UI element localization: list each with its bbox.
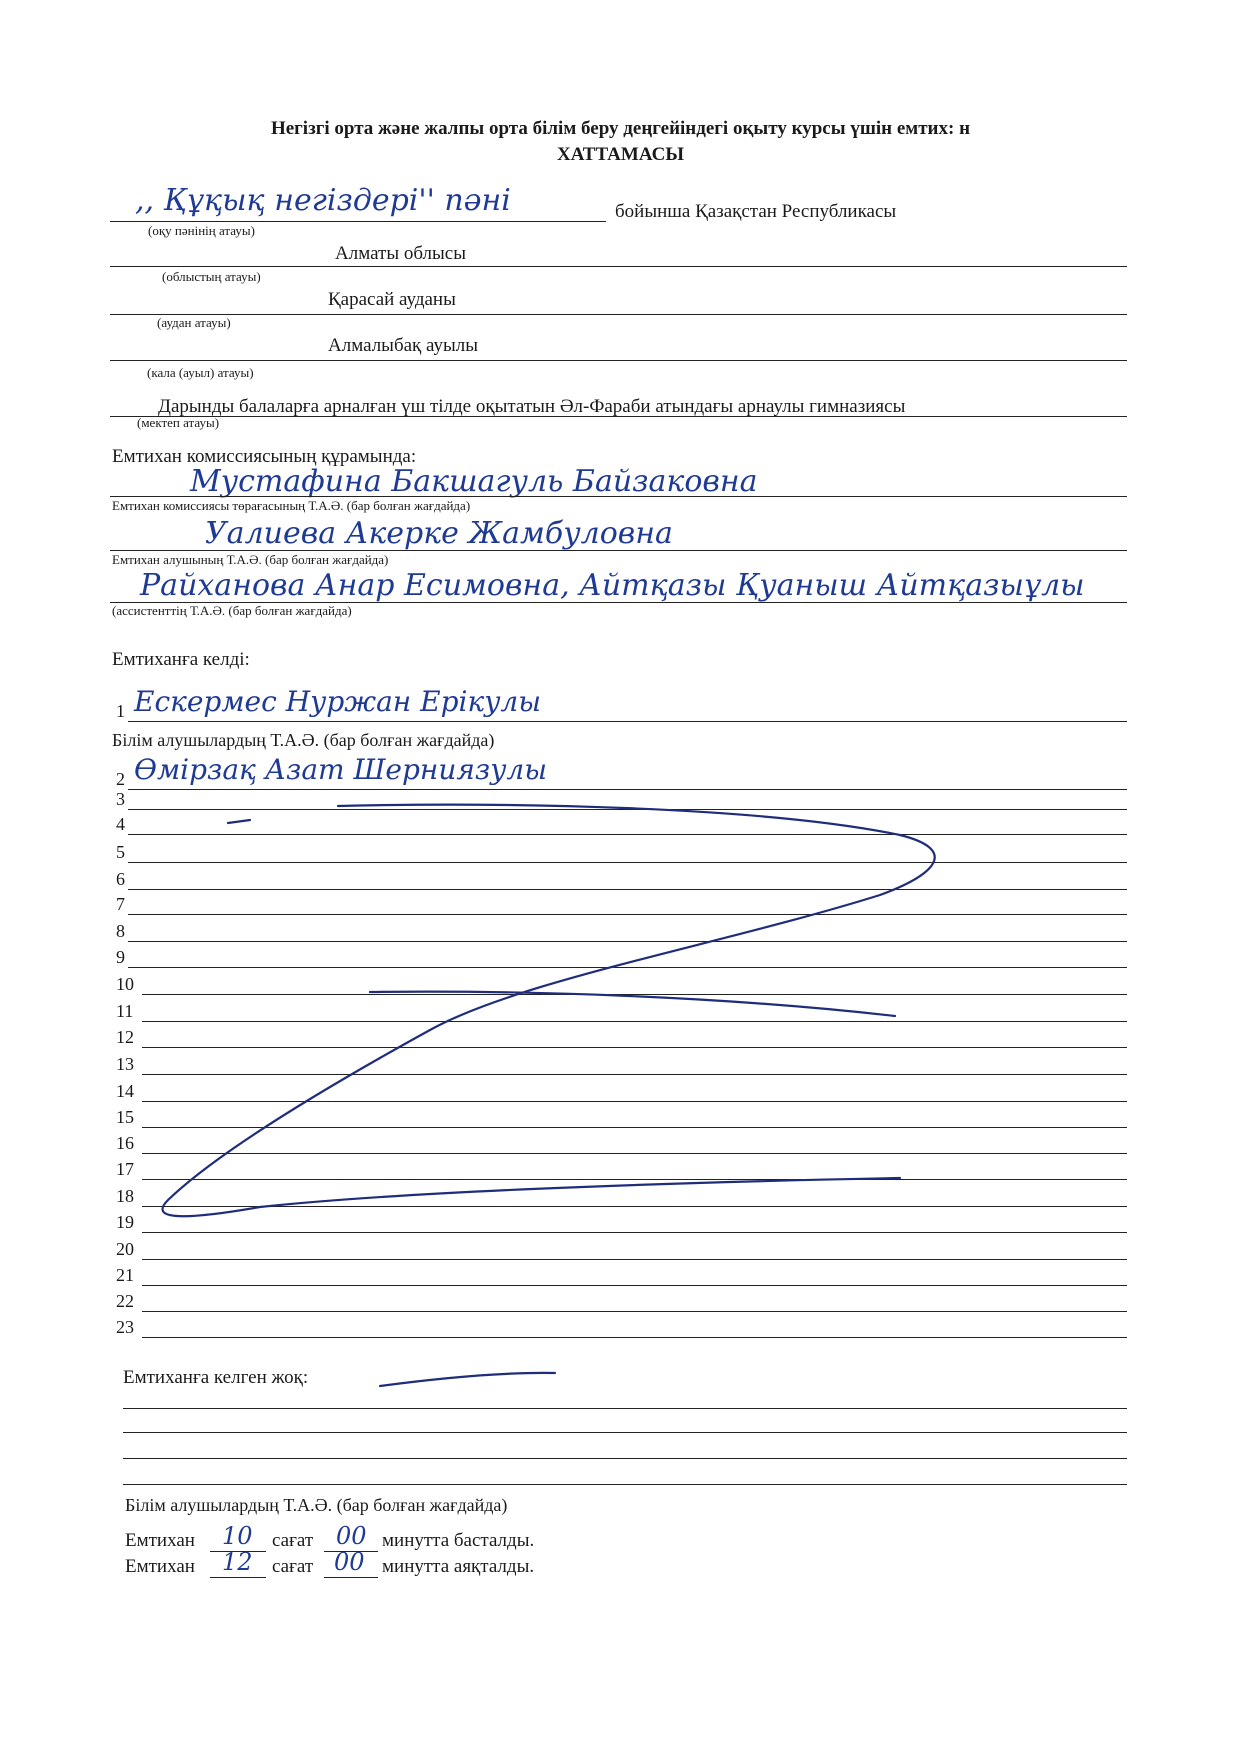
- attendee-number: 1: [116, 701, 125, 721]
- region-line: [110, 266, 1127, 267]
- exam-end-hour-line: [210, 1577, 266, 1578]
- school-value: Дарынды балаларға арналған үш тілде оқытатын Әл-Фараби атындағы арнаулы гимназиясы: [158, 396, 906, 417]
- attendee-number: 12: [116, 1027, 134, 1047]
- village-caption: (кала (ауыл) атауы): [147, 365, 254, 380]
- attendee-line: [142, 1047, 1127, 1048]
- subject-handwritten: ,, Құқық негіздері'' пәні: [135, 183, 511, 218]
- exam-end-suffix: минутта аяқталды.: [382, 1556, 535, 1577]
- school-caption: (мектеп атауы): [137, 415, 220, 430]
- attendee-name: Өмірзақ Азат Шерниязулы: [134, 753, 548, 786]
- attendee-number: 2: [116, 769, 125, 789]
- commission-chair-caption: Емтихан комиссиясы төрағасының Т.А.Ә. (бар болған жағдайда): [112, 498, 471, 513]
- attendee-line: [142, 1337, 1127, 1338]
- absent-caption: Білім алушылардың Т.А.Ә. (бар болған жағдайда): [125, 1495, 508, 1515]
- attendee-number: 13: [116, 1054, 134, 1074]
- commission-chair-name: Мустафина Бакшагуль Байзаковна: [190, 464, 758, 499]
- attendee-line: [142, 1074, 1127, 1075]
- exam-end-hour: 12: [222, 1548, 253, 1576]
- subject-line: [110, 221, 606, 222]
- commission-examiner-caption: Емтихан алушының Т.А.Ә. (бар болған жағдайда): [112, 552, 389, 567]
- attendee-number: 16: [116, 1133, 134, 1153]
- absent-dash-mark: [380, 1373, 555, 1386]
- village-value: Алмалыбақ ауылы: [328, 335, 479, 356]
- attendee-number: 3: [116, 789, 125, 809]
- exam-start-suffix: минутта басталды.: [382, 1530, 535, 1551]
- exam-start-prefix: Емтихан: [125, 1530, 195, 1551]
- absent-line-1: [123, 1408, 1127, 1409]
- attendee-line: [128, 889, 1127, 890]
- absent-line-2: [123, 1432, 1127, 1433]
- attendee-number: 8: [116, 921, 125, 941]
- exam-end-mid: сағат: [272, 1556, 314, 1577]
- commission-examiner-name: Уалиева Акерке Жамбуловна: [205, 516, 673, 551]
- attended-caption: Білім алушылардың Т.А.Ә. (бар болған жағдайда): [112, 730, 495, 750]
- attendee-number: 6: [116, 869, 125, 889]
- attendee-number: 23: [116, 1317, 134, 1337]
- exam-start-mid: сағат: [272, 1530, 314, 1551]
- attendee-number: 11: [116, 1001, 134, 1021]
- attendee-line: [142, 1179, 1127, 1180]
- attended-heading: Емтиханға келді:: [112, 649, 250, 670]
- commission-assistant-caption: (ассистенттің Т.А.Ә. (бар болған жағдайда): [112, 603, 352, 618]
- attendee-number: 7: [116, 894, 125, 914]
- attendee-line: [128, 789, 1127, 790]
- commission-assistant-name: Райханова Анар Есимовна, Айтқазы Қуаныш Айтқазыұлы: [140, 568, 1085, 603]
- attendee-line: [142, 1206, 1127, 1207]
- exam-end-min: 00: [334, 1548, 365, 1576]
- school-line: [110, 416, 1127, 417]
- commission-examiner-line: [110, 550, 1127, 551]
- attendee-line: [128, 862, 1127, 863]
- exam-end-min-line: [324, 1577, 378, 1578]
- attendee-line: [142, 1101, 1127, 1102]
- row-11-strike-mark: [370, 992, 895, 1016]
- attendee-number: 17: [116, 1159, 134, 1179]
- attendee-line: [142, 1259, 1127, 1260]
- attendee-number: 22: [116, 1291, 134, 1311]
- attendee-number: 9: [116, 947, 125, 967]
- attendee-number: 14: [116, 1081, 134, 1101]
- attendee-number: 19: [116, 1212, 134, 1232]
- attendee-number: 5: [116, 842, 125, 862]
- attendee-line: [128, 721, 1127, 722]
- village-line: [110, 360, 1127, 361]
- attendee-number: 10: [116, 974, 134, 994]
- district-value: Қарасай ауданы: [328, 289, 456, 310]
- document-title: Негізгі орта және жалпы орта білім беру деңгейіндегі оқыту курсы үшін емтих: н: [270, 118, 971, 139]
- district-line: [110, 314, 1127, 315]
- document-subtitle: ХАТТАМАСЫ: [557, 144, 684, 165]
- attendee-number: 15: [116, 1107, 134, 1127]
- attendee-line: [142, 1232, 1127, 1233]
- district-caption: (аудан атауы): [157, 315, 231, 330]
- absent-line-4: [123, 1484, 1127, 1485]
- attendee-line: [142, 1311, 1127, 1312]
- attendee-number: 18: [116, 1186, 134, 1206]
- subject-suffix: бойынша Қазақстан Республикасы: [615, 201, 897, 222]
- subject-caption: (оқу пәнінің атауы): [148, 223, 255, 238]
- exam-start-hour: 10: [222, 1522, 253, 1550]
- attendee-line: [128, 809, 1127, 810]
- exam-end-prefix: Емтихан: [125, 1556, 195, 1577]
- absent-line-3: [123, 1458, 1127, 1459]
- attendee-line: [128, 834, 1127, 835]
- attendee-number: 20: [116, 1239, 134, 1259]
- region-caption: (облыстың атауы): [162, 269, 261, 284]
- region-value: Алматы облысы: [335, 243, 466, 264]
- commission-chair-line: [110, 496, 1127, 497]
- commission-heading: Емтихан комиссиясының құрамында:: [112, 446, 417, 467]
- attendee-line: [142, 1127, 1127, 1128]
- attendee-line: [142, 1021, 1127, 1022]
- absent-heading: Емтиханға келген жоқ:: [123, 1367, 309, 1388]
- row-4-tick-mark: [228, 820, 250, 823]
- attendee-line: [142, 994, 1127, 995]
- attendee-line: [128, 914, 1127, 915]
- attendee-line: [142, 1285, 1127, 1286]
- attendee-line: [128, 967, 1127, 968]
- attendee-number: 21: [116, 1265, 134, 1285]
- attendee-number: 4: [116, 814, 125, 834]
- z-strike-mark: [162, 805, 934, 1217]
- attendee-name: Ескермес Нуржан Ерікулы: [134, 685, 542, 718]
- attendee-line: [128, 941, 1127, 942]
- exam-start-min: 00: [336, 1522, 367, 1550]
- attendee-line: [142, 1153, 1127, 1154]
